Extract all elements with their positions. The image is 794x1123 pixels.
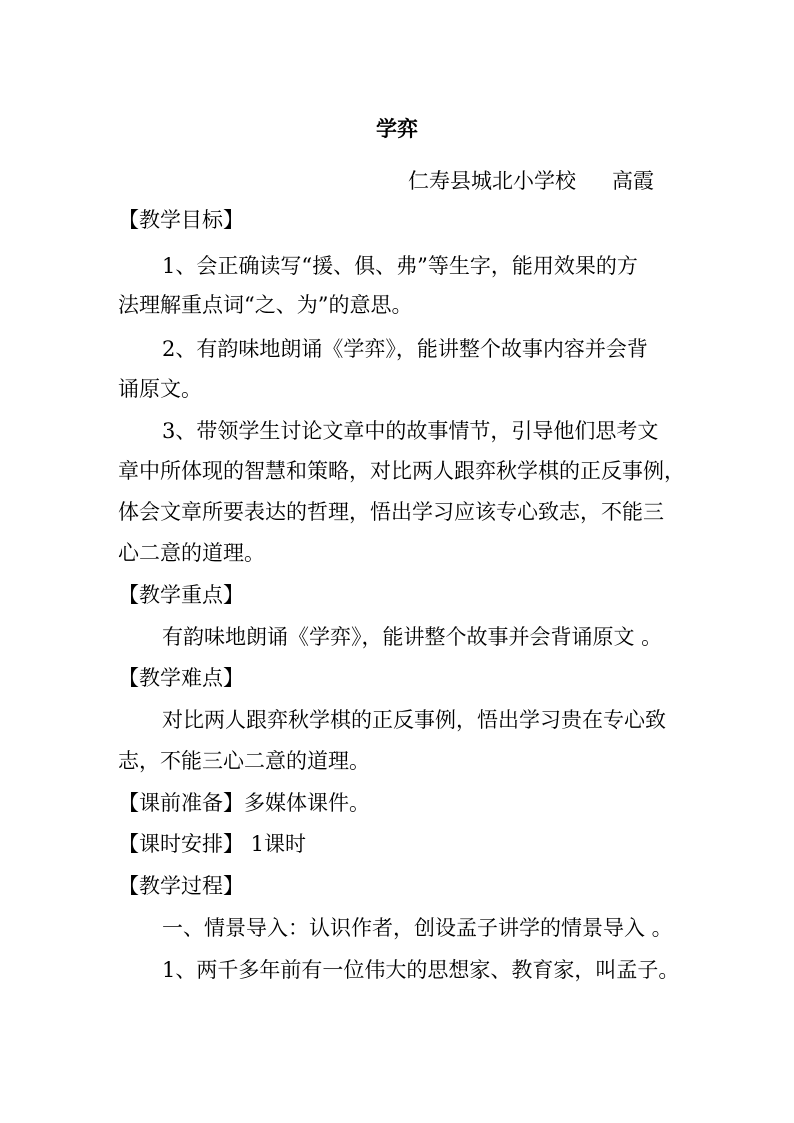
section-heading-key-points: 【教学重点】 <box>118 583 244 607</box>
paragraph-line: 志，不能三心二意的道理。 <box>118 749 370 773</box>
section-heading-objectives: 【教学目标】 <box>118 208 244 232</box>
document-title: 学弈 <box>376 116 418 141</box>
paragraph-line: 3、带领学生讨论文章中的故事情节，引导他们思考文 <box>162 419 659 443</box>
section-heading-process: 【教学过程】 <box>118 874 244 898</box>
preparation-line: 【课前准备】多媒体课件。 <box>118 791 370 815</box>
paragraph-line: 一、情景导入：认识作者，创设孟子讲学的情景导入 。 <box>162 916 673 940</box>
paragraph-line: 体会文章所要表达的哲理，悟出学习应该专心致志，不能三 <box>118 500 664 524</box>
paragraph-line: 心二意的道理。 <box>118 541 265 565</box>
paragraph-line: 1、会正确读写“援、俱、弗”等生字，能用效果的方 <box>162 254 638 278</box>
paragraph-line: 1、两千多年前有一位伟大的思想家、教育家，叫孟子。 <box>162 958 680 982</box>
paragraph-line: 有韵味地朗诵《学弈》，能讲整个故事并会背诵原文 。 <box>162 625 663 649</box>
author-name: 高霞 <box>612 169 654 193</box>
paragraph-line: 诵原文。 <box>118 377 202 401</box>
paragraph-line: 对比两人跟弈秋学棋的正反事例，悟出学习贵在专心致 <box>162 708 666 732</box>
paragraph-line: 2、有韵味地朗诵《学弈》，能讲整个故事内容并会背 <box>162 337 648 361</box>
byline <box>408 166 654 196</box>
paragraph-line: 章中所体现的智慧和策略，对比两人跟弈秋学棋的正反事例， <box>118 459 685 483</box>
section-heading-difficulties: 【教学难点】 <box>118 666 244 690</box>
school-name: 仁寿县城北小学校 <box>408 169 576 193</box>
paragraph-line: 法理解重点词“之、为”的意思。 <box>118 293 413 317</box>
schedule-line: 【课时安排】 1课时 <box>118 832 307 856</box>
